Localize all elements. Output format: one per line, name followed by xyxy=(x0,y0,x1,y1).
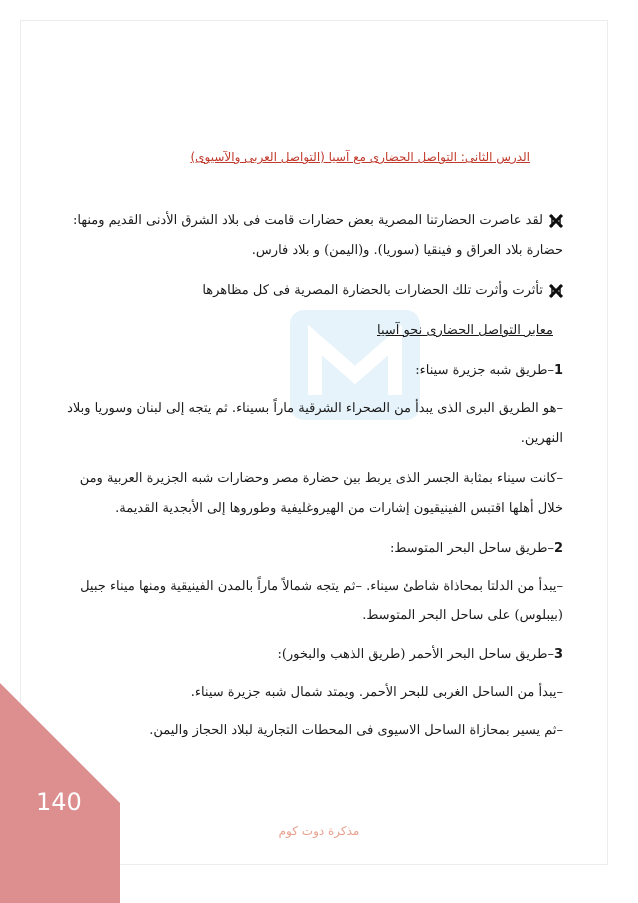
intro-paragraph-line-1 xyxy=(63,212,563,230)
x-cross-icon xyxy=(549,214,563,228)
route1-p1-line2: النهرين. xyxy=(520,431,563,446)
route2-p1-line2: (بيبلوس) على ساحل البحر المتوسط. xyxy=(362,608,563,623)
route1-title-text: –طريق شبه جزيرة سيناء: xyxy=(415,363,554,378)
route1-p2-line1: –كانت سيناء بمثابة الجسر الذى يربط بين حضارة مصر وحضارات شبه الجزيرة العربية ومن xyxy=(79,471,563,486)
route2-title-text: –طريق ساحل البحر المتوسط: xyxy=(389,541,554,556)
route3-p1: –يبدأ من الساحل الغربى للبحر الأحمر. ويمتد شمال شبه جزيرة سيناء. xyxy=(190,685,563,700)
intro-line-2: حضارة بلاد العراق و فينقيا (سوريا). و(اليمن) و بلاد فارس. xyxy=(251,243,563,258)
influence-text: تأثرت وأثرت تلك الحضارات بالحضارة المصرية فى كل مظاهرها xyxy=(202,283,543,298)
route2-title xyxy=(390,540,563,558)
page-number: 140 xyxy=(36,788,82,816)
route3-title xyxy=(277,646,563,664)
route3-title-text: –طريق ساحل البحر الأحمر (طريق الذهب والبخور): xyxy=(277,647,554,662)
lesson-title: الدرس الثانى: التواصل الحضارى مع آسيا (التواصل العربى والآسيوى) xyxy=(190,150,530,164)
route1-p1-line1: –هو الطريق البرى الذى يبدأ من الصحراء الشرقية ماراً بسيناء. ثم يتجه إلى لبنان وسوريا وبلاد xyxy=(67,401,563,416)
intro-line-1: لقد عاصرت الحضارتنا المصرية بعض حضارات قامت فى بلاد الشرق الأدنى القديم ومنها: xyxy=(73,213,543,228)
routes-heading: معابر التواصل الحضارى نحو آسيا xyxy=(377,323,553,338)
route1-number: 1 xyxy=(553,363,563,378)
route3-number: 3 xyxy=(553,647,563,662)
route1-p2-line2: خلال أهلها اقتبس الفينيقيون إشارات من الهيروغليفية وطوروها إلى الأبجدية القديمة. xyxy=(115,501,563,516)
influence-line xyxy=(202,282,563,300)
route2-p1-line1: –يبدأ من الدلتا بمحاذاة شاطئ سيناء. –ثم يتجه شمالاً ماراً بالمدن الفينيقية ومنها ميناء جبيل xyxy=(80,579,563,594)
footer-brand: مذكرة دوت كوم xyxy=(278,824,360,838)
x-cross-icon xyxy=(549,284,563,298)
route2-number: 2 xyxy=(553,541,563,556)
route3-p2: –ثم يسير بمحازاة الساحل الاسيوى فى المحطات التجارية لبلاد الحجاز واليمن. xyxy=(149,723,563,738)
route1-title xyxy=(415,362,563,380)
